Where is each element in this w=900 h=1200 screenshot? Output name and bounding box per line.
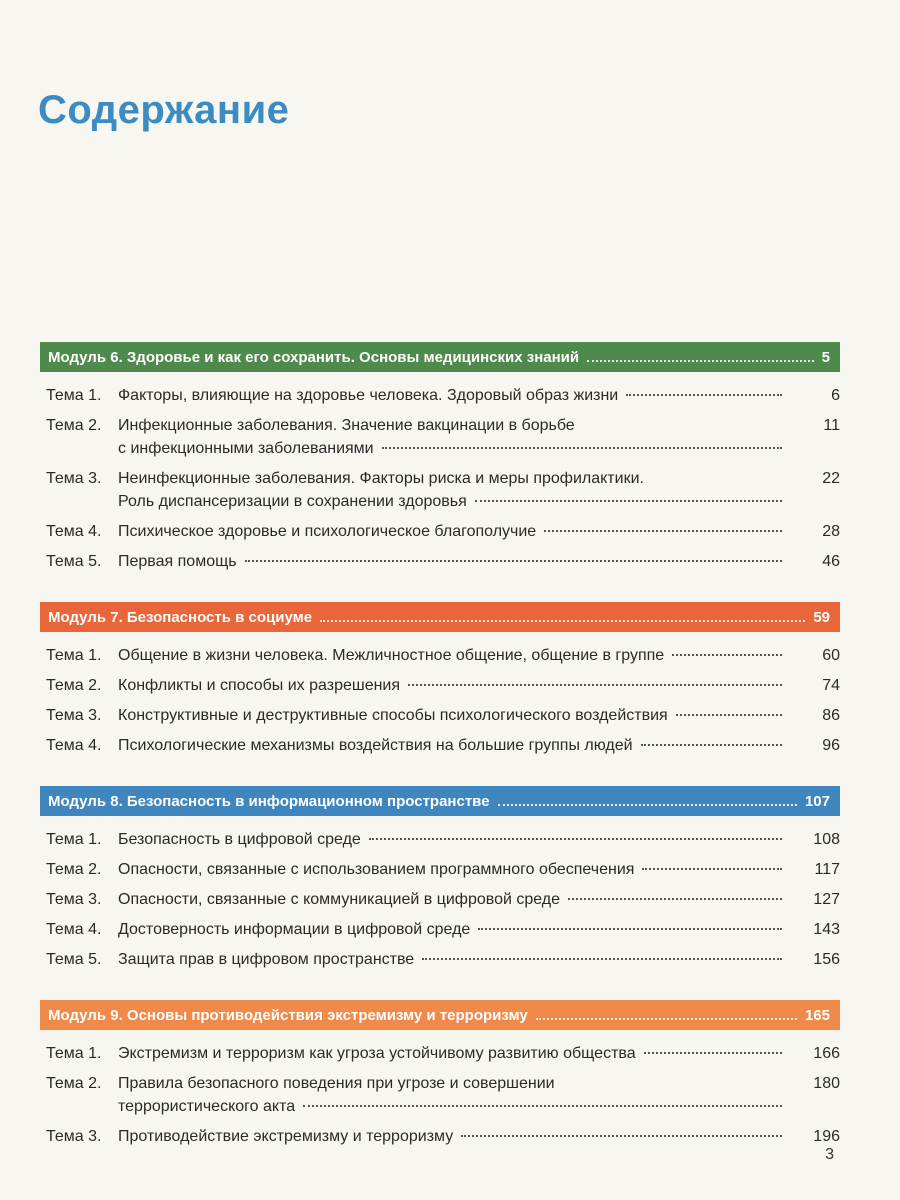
- topic-page-number: 22: [822, 470, 840, 487]
- topic-title-last-line: [118, 918, 788, 941]
- topic-page-number: 11: [823, 417, 840, 434]
- topic-title-line: Опасности, связанные с коммуникацией в цифровой среде: [118, 891, 561, 908]
- topic-title-line: Конструктивные и деструктивные способы психологического воздействия: [118, 707, 668, 724]
- topic-page-number: 46: [822, 553, 840, 570]
- topic-page-number: 117: [814, 861, 840, 878]
- topic-entry[interactable]: [40, 918, 840, 941]
- topic-title-last-line: [118, 948, 788, 971]
- section-gap: [40, 978, 840, 1000]
- topic-title-line: Достоверность информации в цифровой среде: [118, 921, 471, 938]
- topic-title-line: Первая помощь: [118, 553, 237, 570]
- topic-entry[interactable]: [40, 1072, 840, 1118]
- topic-title-last-line: [118, 520, 788, 543]
- leader-dots: [626, 394, 782, 396]
- topic-page-number: 156: [813, 951, 840, 968]
- leader-dots: [587, 360, 814, 362]
- leader-dots: [382, 447, 782, 449]
- leader-dots: [644, 1052, 782, 1054]
- module-page-number: 107: [804, 792, 830, 810]
- topic-number: Тема 4.: [46, 523, 102, 540]
- leader-dots: [676, 714, 782, 716]
- module-header[interactable]: [40, 602, 840, 632]
- topic-title-last-line: [118, 674, 788, 697]
- section-gap: [40, 764, 840, 786]
- section-gap: [40, 580, 840, 602]
- topic-number: Тема 4.: [46, 737, 102, 754]
- topic-title-last-line: [118, 734, 788, 757]
- topic-page-number: 196: [813, 1128, 840, 1145]
- topic-title-last-line: [118, 1042, 788, 1065]
- page-number: 3: [825, 1146, 834, 1163]
- topic-title-line: Защита прав в цифровом пространстве: [118, 951, 415, 968]
- topic-page-number: 166: [813, 1045, 840, 1062]
- topic-body: [118, 704, 788, 727]
- topic-body: [118, 550, 788, 573]
- module-title: Модуль 9. Основы противодействия экстремизму и терроризму: [48, 1006, 528, 1024]
- leader-dots: [422, 958, 782, 960]
- topic-title-last-line: [118, 704, 788, 727]
- topic-entry[interactable]: [40, 520, 840, 543]
- topic-entry[interactable]: [40, 1042, 840, 1065]
- module-page-number: 165: [804, 1006, 830, 1024]
- module-header[interactable]: [40, 342, 840, 372]
- topic-number: Тема 1.: [46, 831, 102, 848]
- topic-body: [118, 1125, 788, 1148]
- page-title: Содержание: [38, 88, 290, 132]
- topic-title-line: Противодействие экстремизму и терроризму: [118, 1128, 454, 1145]
- topic-page-number: 108: [813, 831, 840, 848]
- topic-page-number: 28: [822, 523, 840, 540]
- topic-entry[interactable]: [40, 674, 840, 697]
- topic-title-last-line: [118, 858, 788, 881]
- leader-dots: [641, 744, 782, 746]
- topic-number: Тема 4.: [46, 921, 102, 938]
- topic-body: [118, 734, 788, 757]
- topic-number: Тема 2.: [46, 861, 102, 878]
- topic-entry[interactable]: [40, 644, 840, 667]
- module-section: [40, 342, 840, 602]
- leader-dots: [478, 928, 782, 930]
- topic-body: [118, 888, 788, 911]
- topic-page-number: 74: [822, 677, 840, 694]
- topic-entry[interactable]: [40, 858, 840, 881]
- topic-page-number: 143: [813, 921, 840, 938]
- topic-title-line: Неинфекционные заболевания. Факторы риска и меры профилактики.: [118, 470, 644, 487]
- topic-entry[interactable]: [40, 888, 840, 911]
- topic-body: [118, 1042, 788, 1065]
- topic-title-last-line: [118, 1095, 788, 1118]
- leader-dots: [461, 1135, 782, 1137]
- topic-number: Тема 3.: [46, 891, 102, 908]
- topic-body: [118, 828, 788, 851]
- topic-page-number: 180: [813, 1075, 840, 1092]
- topic-body: [118, 520, 788, 543]
- topic-page-number: 60: [822, 647, 840, 664]
- topic-body: [118, 467, 788, 513]
- topic-body: [118, 644, 788, 667]
- topic-number: Тема 5.: [46, 951, 102, 968]
- topic-number: Тема 2.: [46, 1075, 102, 1092]
- topic-title-line: Факторы, влияющие на здоровье человека. Здоровый образ жизни: [118, 387, 619, 404]
- leader-dots: [369, 838, 782, 840]
- module-section: [40, 786, 840, 1000]
- topic-body: [118, 384, 788, 407]
- leader-dots: [475, 500, 782, 502]
- topic-title-line: террористического акта: [118, 1098, 296, 1115]
- topic-body: [118, 414, 788, 460]
- topic-number: Тема 1.: [46, 1045, 102, 1062]
- topic-title-last-line: [118, 1125, 788, 1148]
- leader-dots: [568, 898, 782, 900]
- topic-title-line: Правила безопасного поведения при угрозе и совершении: [118, 1075, 555, 1092]
- topic-title-line: Психологические механизмы воздействия на большие группы людей: [118, 737, 633, 754]
- topic-page-number: 127: [813, 891, 840, 908]
- topic-body: [118, 674, 788, 697]
- leader-dots: [672, 654, 782, 656]
- topic-page-number: 96: [822, 737, 840, 754]
- topic-page-number: 86: [822, 707, 840, 724]
- topic-number: Тема 2.: [46, 677, 102, 694]
- topic-number: Тема 5.: [46, 553, 102, 570]
- topic-title-last-line: [118, 550, 788, 573]
- leader-dots: [408, 684, 782, 686]
- topic-entry[interactable]: [40, 1125, 840, 1148]
- topic-title-line: Инфекционные заболевания. Значение вакцинации в борьбе: [118, 417, 575, 434]
- topic-number: Тема 3.: [46, 470, 102, 487]
- topic-title-line: Общение в жизни человека. Межличностное общение, общение в группе: [118, 647, 665, 664]
- leader-dots: [303, 1105, 782, 1107]
- topic-title-line: Роль диспансеризации в сохранении здоровья: [118, 493, 467, 510]
- module-title: Модуль 6. Здоровье и как его сохранить. Основы медицинских знаний: [48, 348, 580, 366]
- topic-number: Тема 1.: [46, 387, 102, 404]
- topic-entry[interactable]: [40, 734, 840, 757]
- topic-title-line: Экстремизм и терроризм как угроза устойчивому развитию общества: [118, 1045, 636, 1062]
- module-header[interactable]: [40, 786, 840, 816]
- module-page-number: 5: [821, 348, 830, 366]
- topic-title-line: Безопасность в цифровой среде: [118, 831, 361, 848]
- topic-title-line: Опасности, связанные с использованием программного обеспечения: [118, 861, 635, 878]
- topic-number: Тема 3.: [46, 707, 102, 724]
- topic-entry[interactable]: [40, 828, 840, 851]
- leader-dots: [245, 560, 782, 562]
- module-title: Модуль 8. Безопасность в информационном пространстве: [48, 792, 490, 810]
- topic-entry[interactable]: [40, 948, 840, 971]
- topic-body: [118, 1072, 788, 1118]
- topic-title-line: Конфликты и способы их разрешения: [118, 677, 401, 694]
- topic-entry[interactable]: [40, 414, 840, 460]
- topic-title-line: с инфекционными заболеваниями: [118, 440, 374, 457]
- topic-title-last-line: [118, 828, 788, 851]
- topic-entry[interactable]: [40, 384, 840, 407]
- module-section: [40, 1000, 840, 1148]
- topic-number: Тема 1.: [46, 647, 102, 664]
- leader-dots: [320, 620, 805, 622]
- topic-page-number: 6: [831, 387, 840, 404]
- module-title: Модуль 7. Безопасность в социуме: [48, 608, 313, 626]
- module-section: [40, 602, 840, 786]
- topic-title-last-line: [118, 888, 788, 911]
- topic-entry[interactable]: [40, 704, 840, 727]
- topic-number: Тема 2.: [46, 417, 102, 434]
- topic-title-line: Психическое здоровье и психологическое благополучие: [118, 523, 537, 540]
- leader-dots: [544, 530, 782, 532]
- leader-dots: [536, 1018, 797, 1020]
- module-page-number: 59: [813, 608, 830, 626]
- topic-entry[interactable]: [40, 550, 840, 573]
- topic-title-last-line: [118, 644, 788, 667]
- topic-number: Тема 3.: [46, 1128, 102, 1145]
- topic-body: [118, 948, 788, 971]
- topic-body: [118, 858, 788, 881]
- topic-entry[interactable]: [40, 467, 840, 513]
- module-header[interactable]: [40, 1000, 840, 1030]
- leader-dots: [498, 804, 797, 806]
- topic-title-last-line: [118, 384, 788, 407]
- topic-body: [118, 918, 788, 941]
- topic-title-last-line: [118, 490, 788, 513]
- topic-title-last-line: [118, 437, 788, 460]
- table-of-contents: [40, 342, 840, 1155]
- leader-dots: [642, 868, 782, 870]
